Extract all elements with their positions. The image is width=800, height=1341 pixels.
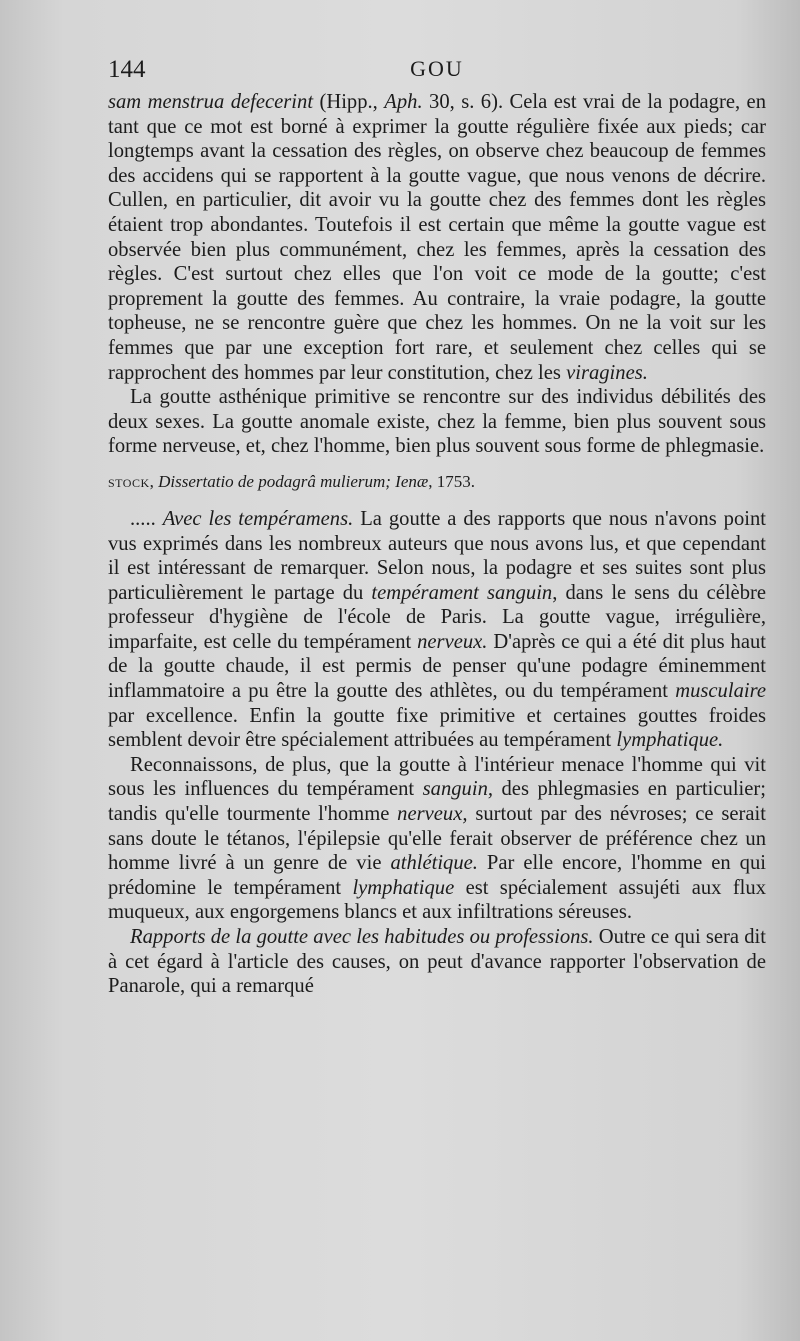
text-run: des phlegmasies en particulier; tandis qu'elle tourmente l'homme: [108, 778, 766, 826]
italic-text-run: Rapports de la goutte avec les habitudes ou professions.: [130, 926, 594, 948]
running-head: GOU: [410, 56, 464, 81]
text-run: surtout par des névroses; ce serait sans doute le tétanos, l'épilepsie qu'elle ferait observer de préférence chez un homme livré à un genre de vie: [108, 803, 766, 875]
paragraph-women: [108, 90, 766, 385]
text-run: par excellence. Enfin la goutte fixe primitive et certaines gouttes froides semblent devoir être spécialement attribuées au tempérament: [108, 704, 766, 752]
italic-text-run: Avec les tempéramens.: [162, 507, 354, 530]
italic-text-run: lymphatique: [352, 876, 455, 899]
text-run: La goutte asthénique primitive se rencontre sur des individus débilités des deux sexes. La goutte anomale existe, chez la femme, bien plus souvent sous forme nerveuse, et, chez l'homme, bien plus souvent sous forme de phlegmasie.: [108, 386, 766, 458]
page-header: [108, 56, 766, 90]
text-run: Par elle encore, l'homme en qui prédomine le tempérament: [108, 852, 766, 899]
text-run: D'après ce qui a été dit plus haut de la goutte chaude, il est permis de penser qu'une podagre éminemment inflammatoire a pu être la goutte des athlètes, ou du tempérament: [108, 630, 766, 703]
italic-text-run: sanguin,: [422, 778, 494, 801]
italic-text-run: nerveux.: [417, 630, 488, 653]
text-run: Reconnaissons, de plus, que la goutte à l'intérieur menace l'homme qui vit sous les influences du tempérament: [108, 753, 766, 801]
text-run: 30, s. 6). Cela est vrai de la podagre, en tant que ce mot est borné à exprimer la goutte régulière fixée aux pieds; car longtemps avant la cessation des règles, on observe chez beaucoup de femmes des accidens qui se rapportent à la goutte vague, que nous venons de décrire. Cullen, en particulier, dit avoir vu la goutte chez des femmes dont les règles étaient trop abondantes. Toutefois il est certain que même la goutte vague est observée bien plus communément, chez les femmes, après la cessation des règles. C'est surtout chez elles que l'on voit ce mode de la goutte; c'est proprement la goutte des femmes. Au contraire, la vraie podagre, la goutte topheuse, ne se rencontre guère que chez les hommes. On ne la voit sur les femmes que par une exception fort rare, et seulement chez celles qui se rapprochent des hommes par leur constitution, chez les: [108, 91, 766, 384]
italic-text-run: nerveux,: [397, 803, 468, 826]
italic-text-run: sam menstrua defecerint: [108, 91, 314, 113]
paragraph-interior-gout: [108, 753, 766, 925]
text-run: (Hipp.,: [313, 91, 385, 113]
page-body: [108, 90, 766, 999]
italic-text-run: musculaire: [675, 680, 766, 703]
paragraph-professions: [108, 925, 766, 999]
italic-text-run: athlétique.: [390, 852, 478, 875]
small-caps-text-run: stock: [108, 471, 150, 491]
text-run: est spécialement assujéti aux flux muqueux, aux engorgemens blancs et aux infiltrations séreuses.: [108, 876, 766, 924]
italic-text-run: lymphatique.: [616, 729, 724, 752]
text-run: ,: [149, 471, 159, 491]
bibliographic-reference: [108, 471, 766, 493]
text-run: , dans le sens du célèbre professeur d'hygiène de l'école de Paris. La goutte vague, irrégulière, imparfaite, est celle du tempérament: [108, 581, 766, 653]
text-run: La goutte a des rapports que nous n'avons point vus exprimés dans les nombreux auteurs que nous avons lus, et que cependant il est intéressant de remarquer. Selon nous, la podagre et ses suites sont plus particulièrement le partage du: [108, 507, 766, 604]
paragraph-asthenic-gout: [108, 385, 766, 459]
text-run: , 1753.: [428, 471, 475, 491]
italic-text-run: Aph.: [384, 91, 423, 113]
text-run: .....: [130, 507, 163, 530]
text-run: Outre ce qui sera dit à cet égard à l'article des causes, on peut d'avance rapporter l'observation de Panarole, qui a remarqué: [108, 926, 767, 998]
italic-text-run: Dissertatio de podagrâ mulierum; Ienæ: [158, 471, 429, 491]
italic-text-run: viragines.: [566, 361, 648, 384]
italic-text-run: tempérament sanguin: [371, 581, 553, 604]
paragraph-temperaments: [108, 507, 766, 753]
page-number: 144: [108, 56, 146, 83]
